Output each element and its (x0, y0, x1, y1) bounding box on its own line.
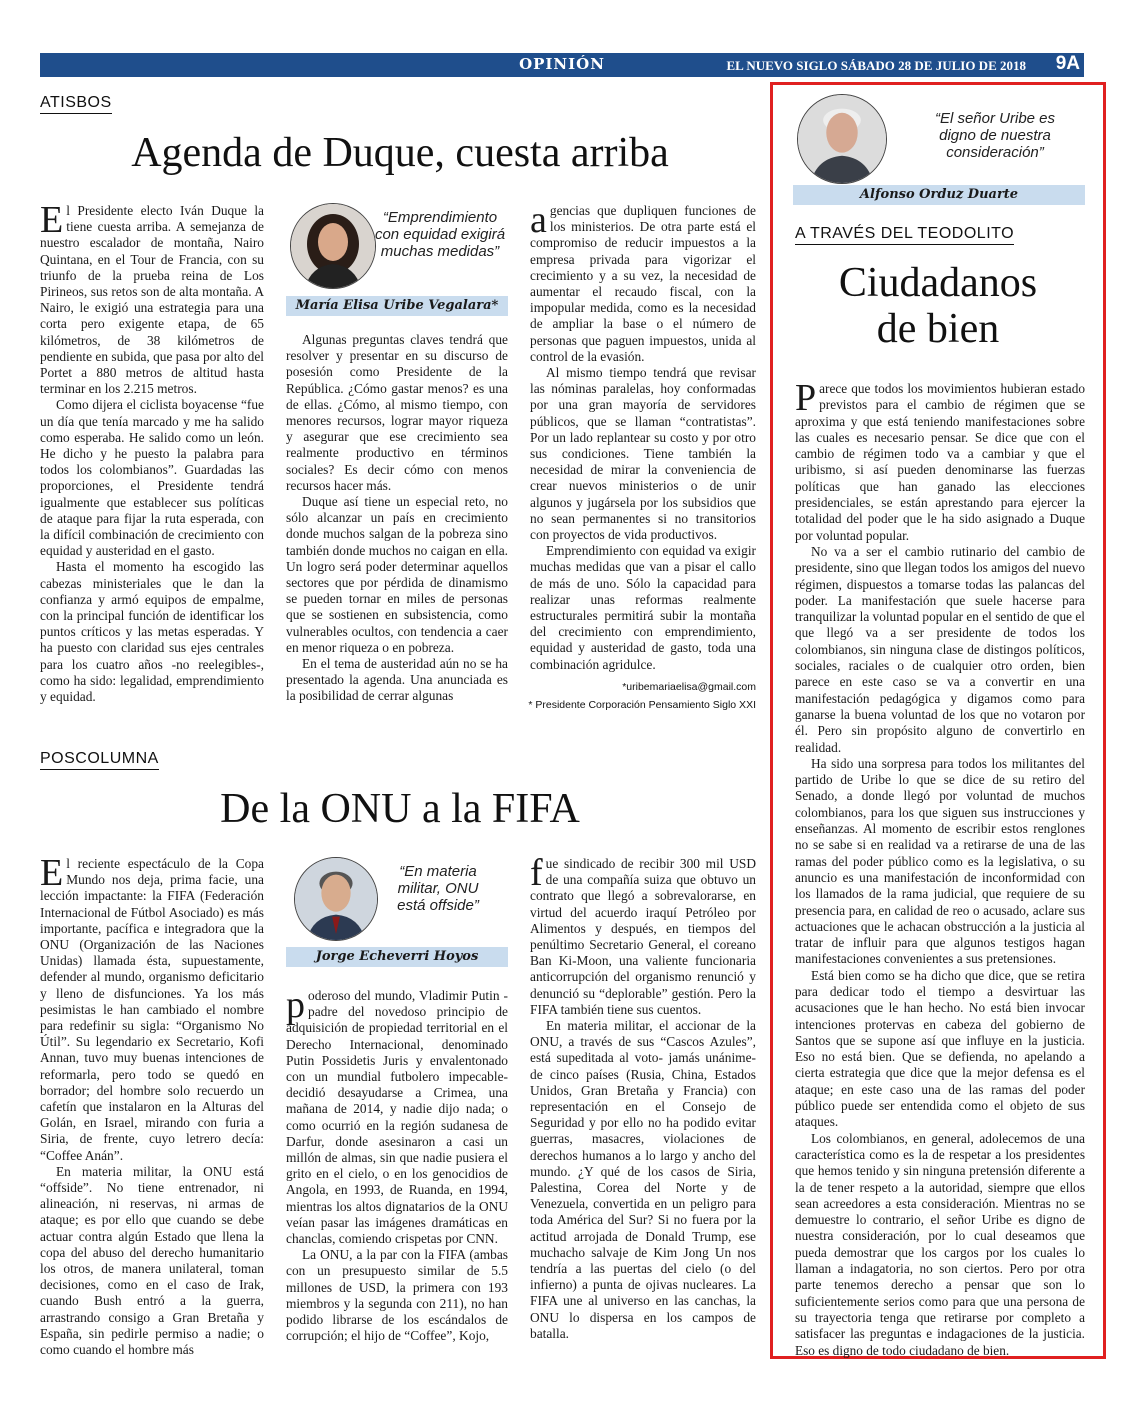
article2-kicker: POSCOLUMNA (40, 750, 159, 770)
author-portrait-icon (798, 95, 886, 183)
paragraph: poderoso del mundo, Vladimir Putin -padre del novedoso principio de adquisición de propiedad territorial en el Derecho Internacional, denominado Putin Possidetis Juris y envalentonado con un mundial futbolero impecable- decidió desayudarse a Crimea, una mañana de 2014, y nadie dijo nada; o como ocurrió en la región sudanesa de Darfur, donde asesinaron a casi un millón de almas, sin que nadie pusiera el grito en el cielo, o en los genocidios de Angola, en 1993, de Ruanda, en 1994, mientras los altos dignatarios de la ONU veían pasar las imágenes dramáticas en chanclas, comiendo crispetas por CNN. (286, 984, 508, 1247)
paragraph: En materia militar, la ONU está “offside”. No tiene entrenador, ni alineación, ni reservas, ni armas de ataque; es por ello que cuando se debe actuar contra algún Estado que llena la copa del abuso del derecho humanitario los otros, de manera unilateral, toman decisiones, como en el caso de Irak, cuando Bush entró a la guerra, arrastrando consigo a Gran Bretaña y España, sin pedirle permiso a nadie; o como cuando el hombre más (40, 1163, 264, 1358)
paragraph: No va a ser el cambio rutinario del cambio de presidente, sino que llegan todos los amigos del nuevo régimen, dispuestos a tomarse todas las palancas del poder. La manifestación que suele hacerse para tranquilizar la voluntad popular en el sentido de que el que llegó va a ser presidente de todos los colombianos, sin ninguna clase de distingos políticos, sociales, raciales o de cualquier otro orden, bien parece en este caso se va a convertir en una manifestación pedagógica y digamos como para ganarse la buena voluntad de los que no votaron por él. Pero sin propósito alguno de convertirlo en realidad. (795, 543, 1085, 755)
headline-line: Ciudadanos (838, 260, 1038, 306)
article1-headline: Agenda de Duque, cuesta arriba (131, 130, 669, 176)
author-portrait-icon (291, 204, 375, 288)
paragraph: fue sindicado de recibir 300 mil USD de una compañía suiza que obtuvo un contrato que llegó a sobrevalorarse, en virtud del acuerdo iraquí Petróleo por Alimentos y después, en tiempos del penúltimo Secretario General, el coreano Ban Ki-Moon, una valiente funcionaria anticorrupción del organismo renunció y denunció su “deplorable” gestión. Pero la FIFA también tiene sus cuentos. (530, 852, 756, 1017)
paragraph: Emprendimiento con equidad va exigir muchas medidas que van a pisar el callo de más de uno. Sólo la capacidad para realizar unas reformas realmente estructurales permitirá subir la montaña del crecimiento con emprendimiento, equidad y austeridad de gasto, toda una combinación agridulce. (530, 543, 756, 672)
article1-column-3 (530, 199, 756, 673)
article2-headline: De la ONU a la FIFA (220, 786, 580, 832)
paragraph: Los colombianos, en general, adolecemos de una característica como es la de respetar a los presidentes que hemos tenido y sin ninguna pretensión diferente a la de tener respeto a la autoridad, siempre que ellos sean acreedores a esta consideración. Mientras no se demuestre lo contrario, el señor Uribe es digno de nuestra consideración, por lo cual deseamos que pueda demostrar que los cargos por los cuales lo llaman a indagatoria, no son ciertos. Pero por otra parte tenemos derecho a pensar que son lo suficientemente serios como para que una persona de su trayectoria tenga que retirarse por completo a satisfacer las preguntas e indagaciones de la justicia. Eso es digno de todo ciudadano de bien. (795, 1130, 1085, 1358)
section-title: OPINIÓN (519, 55, 605, 73)
author-name: Jorge Echeverri Hoyos (286, 947, 508, 967)
author-name: Alfonso Orduz Duarte (793, 185, 1085, 205)
paragraph: Algunas preguntas claves tendrá que resolver y presentar en su discurso de posesión como Presidente de la República. ¿Cómo gastar menos? es una de ellas. ¿Cómo, al mismo tiempo, con menores recursos, lograr mayor riqueza y asegurar que ese crecimiento sea realmente productivo en términos sociales? Es decir cómo con menos recursos hacer más. (286, 332, 508, 493)
author-photo (797, 94, 887, 184)
paragraph: En el tema de austeridad aún no se ha presentado la agenda. Una anunciada es la posibilidad de cerrar algunas (286, 656, 508, 704)
article2-column-1 (40, 852, 264, 1358)
author-portrait-icon (295, 858, 377, 940)
article1-column-2 (286, 332, 508, 705)
paragraph: Al mismo tiempo tendrá que revisar las nóminas paralelas, hoy conformadas por una gran mayoría de servidores públicos, que se llaman “contratistas”. Por un lado replantear su costo y por otro sus condiciones. Tiene también la necesidad de mirar la conveniencia de crear nuevos ministerios o de unir algunos y jugársela por los subsidios que no sean permanentes si no transitorios con proyectos de vida productivos. (530, 365, 756, 543)
paragraph: El Presidente electo Iván Duque la tiene cuesta arriba. A semejanza de nuestro escalador de montaña, Nairo Quintana, en el Tour de Francia, con su triunfo de la prueba reina de Los Pirineos, sus retos son de alta montaña. A Nairo, le exigió una estrategia para una corta pero exigente etapa, de 65 kilómetros, de 38 kilómetros de pendiente en subida, que pasa por alto del Portet a 880 metros de altitud hasta terminar en los 2.215 metros. (40, 199, 264, 397)
author-photo (290, 203, 376, 289)
article3-body (795, 377, 1085, 1359)
paragraph: La ONU, a la par con la FIFA (ambas con un presupuesto similar de 5.5 millones de USD, la primera con 193 miembros y la segunda con 211), no han podido librarse de los escándalos de corrupción; el hijo de “Coffee”, Kojo, (286, 1247, 508, 1344)
article1-author-box (286, 201, 508, 319)
newspaper-date-line: EL NUEVO SIGLO SÁBADO 28 DE JULIO DE 2018 (726, 58, 1026, 73)
paragraph: El reciente espectáculo de la Copa Mundo nos deja, prima facie, una lección impactante: la FIFA (Federación Internacional de Fútbol Asociado) es más importante, pacífica e integradora que la ONU (Organización de las Naciones Unidas) llamada ésta, supuestamente, defender al mundo, organismo deficitario y lleno de disfunciones. Ya los más pesimistas le han cambiado el nombre para redefinir su sigla: “Organismo No Útil”. Su legendario ex Secretario, Kofi Annan, tuvo muy buenas intenciones de reformarla, pero todo se quedó en borrador; del hombre solo recuerdo un cafetín que instalaron en la Alturas del Golán, en Israel, mirando con furia a Siria, de frente, cuyo letrero decía: “Coffee Anán”. (40, 852, 264, 1163)
article3-kicker: A TRAVÉS DEL TEODOLITO (795, 225, 1014, 245)
article2-author-box (286, 855, 508, 973)
author-footnote: * Presidente Corporación Pensamiento Siglo XXI (528, 699, 756, 711)
author-email: *uribemariaelisa@gmail.com (622, 681, 756, 693)
article1-column-1 (40, 199, 264, 705)
paragraph: agencias que dupliquen funciones de los ministerios. De otra parte está el compromiso de reducir impuestos a la empresa privada para vigorizar el crecimiento y a su vez, la necesidad de aumentar el recaudo fiscal, con la impopular medida, como es la necesidad de ampliar la base o el número de personas que paguen impuestos, unida al control de la evasión. (530, 199, 756, 364)
author-quote: “Emprendimiento con equidad exigirá muchas medidas” (374, 209, 506, 260)
paragraph: Está bien como se ha dicho que dice, que se retira para dedicar todo el tiempo a desvirtuar las acusaciones que le han hecho. No está bien invocar intenciones protervas en cabeza del gobierno de Santos que se supone así que influye en la justicia. Eso no está bien. Que se defienda, no apelando a cierta estrategia que dice que la mejor defensa es el ataque; en este caso una de las ramas del poder público puede ser entendida como el objeto de sus ataques. (795, 967, 1085, 1130)
headline-line: de bien (876, 306, 1000, 352)
author-photo (294, 857, 378, 941)
article2-column-2 (286, 984, 508, 1344)
article1-kicker: ATISBOS (40, 94, 112, 114)
page-number: 9A (1055, 53, 1080, 74)
paragraph: Duque así tiene un especial reto, no sólo alcanzar un país en crecimiento donde muchos salgan de la pobreza sino también donde muchos no caigan en ella. Un logro será poder determinar aquellos sectores que por pérdida de dinamismo se pueden tornar en miles de personas que se sostienen en subsistencia, como vulnerables ocultos, con tendencia a caer en menor riqueza o en pobreza. (286, 494, 508, 655)
paragraph: Como dijera el ciclista boyacense “fue un día que tenía marcado y me ha salido como esperaba. He salido como un león. He dicho y he puesto la palabra para todos los colombianos”. Guardadas las proporciones, el Presidente tendrá igualmente que establecer sus políticas de ataque para fijar la ruta esperada, con la difícil combinación de crecimiento con equidad y austeridad en el gasto. (40, 397, 264, 559)
paragraph: En materia militar, el accionar de la ONU, a través de sus “Cascos Azules”, está supeditada al voto- jamás unánime- de cinco países (Rusia, China, Estados Unidos, Gran Bretaña y Francia) con representación en el Consejo de Seguridad y por ello no ha podido evitar guerras, masacres, violaciones de derechos humanos a lo largo y ancho del mundo. ¿Y qué de los casos de Siria, Palestina, Corea del Norte y de Venezuela, convertida en un peligro para toda América del Sur? Si no fuera por la actitud arrojada de Donald Trump, ese muchacho salvaje de Kim Jong Un nos tendría a las puertas del cielo (o del infierno) a punta de ojivas nucleares. La FIFA une al universo en las canchas, la ONU lo dispersa en los campos de batalla. (530, 1018, 756, 1341)
article3-author-box (793, 92, 1085, 208)
author-name: María Elisa Uribe Vegalara* (286, 296, 508, 316)
article2-column-3 (530, 852, 756, 1342)
author-quote: “El señor Uribe es digno de nuestra consideración” (934, 110, 1056, 161)
paragraph: Ha sido una sorpresa para todos los militantes del partido de Uribe lo que se dice de su retiro del Senado, a donde llegó por voluntad de muchos colombianos, para los que siguen sus instrucciones y enseñanzas. Al momento de escribir estos renglones no se sabe si en realidad va a retirarse de una de las ramas del poder público como es la legislativa, o su anuncio es una manifestación de inconformidad con los llamados de la rama judicial, que requiere de su presencia para, en calidad de reo o acusado, aclare sus actuaciones que le achacan obstrucción a la justicia al tratar de influir para que algunos testigos hagan manifestaciones convenientes a sus pretensiones. (795, 755, 1085, 967)
paragraph: Hasta el momento ha escogido las cabezas ministeriales que le dan la confianza y armó equipos de empalme, con la principal función de identificar los puntos críticos y las metas esperadas. Y ha puesto con claridad sus ejes centrales para los cuatro años -no reelegibles-, como ha sido: legalidad, emprendimiento y equidad. (40, 559, 264, 705)
page-header-bar (40, 53, 1084, 77)
article3-headline (770, 260, 1106, 352)
author-quote: “En materia militar, ONU está offside” (397, 863, 479, 914)
paragraph: Parece que todos los movimientos hubieran estado previstos para el cambio de régimen que se aproxima y que está teniendo manifestaciones sobre las cuales es necesario pensar. Se dice que con el cambio de régimen todo va a cambiar y que el uribismo, si así pueden denominarse las fuerzas políticas que han ganado las elecciones presidenciales, se están aprestando para ejercer la totalidad del poder que le ha sido asignado a Duque por voluntad popular. (795, 377, 1085, 543)
